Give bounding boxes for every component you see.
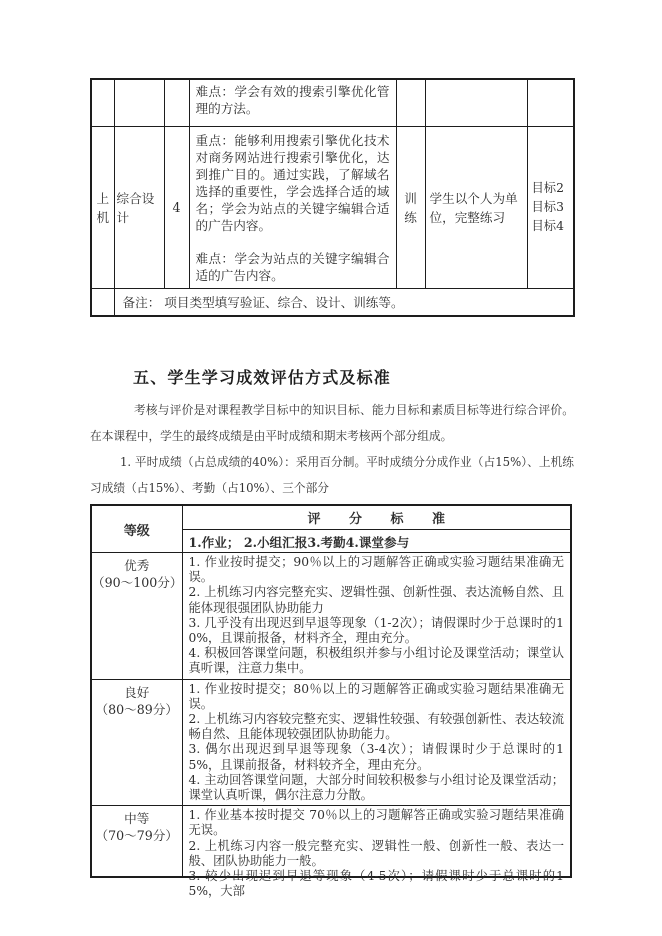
project-type-cell: 训练 [396,127,425,289]
grade-name: 中等 [124,811,150,827]
empty-cell [396,79,425,127]
key-points-text: 重点：能够利用搜索引擎优化技术对商务网站进行搜索引擎优化，达到推广目的。通过实践，了解域名选择的重要性，学会选择合适的域名；学会为站点的关键字编辑合适的广告内容。 [195,133,390,233]
criterion-item: 1. 作业按时提交；90％以上的习题解答正确或实验习题结果准确无误。 [188,555,564,585]
difficulty-cell [189,79,396,127]
criteria-clipped-wrap [188,808,565,899]
section-body [90,397,574,501]
empty-cell [425,79,527,127]
grade-range: （90～100分） [92,575,183,590]
section-heading: 五、学生学习成效评估方式及标准 [133,368,392,387]
criteria-cell [182,679,571,806]
goals-cell [527,127,574,289]
grade-label-cell [91,806,182,878]
criterion-item: 2. 上机练习内容较完整充实、逻辑性较强、有较强创新性、表达较流畅自然、且能体现较强团队协助能力。 [188,712,564,742]
project-name-cell: 综合设计 [114,127,164,289]
criterion-item: 2. 上机练习内容一般完整充实、逻辑性一般、创新性一般、表达一般、团队协助能力一般。 [188,838,564,868]
goal-item: 目标3 [531,200,564,214]
syllabus-continuation-row [91,79,574,127]
note-cell: 备注： 项目类型填写验证、综合、设计、训练等。 [114,289,574,317]
grade-name: 良好 [124,684,150,700]
grade-name: 优秀 [124,558,150,573]
paragraph-regular-grade: 1. 平时成绩（占总成绩的40%）：采用百分制。平时成绩分分成作业（占15%）、上机练习成绩（占15%）、考勤（占10%）、三个部分 [90,455,574,495]
grade-range: （70～79分） [95,828,178,844]
criterion-item: 3. 偶尔出现迟到早退等现象（3-4次）；请假课时少于总课时的15%，且课前报备，材料较齐全，理由充分。 [188,742,564,772]
criteria-title-cell: 评 分 标 准 [182,505,571,530]
grading-header-row [91,505,571,530]
syllabus-table [90,78,575,317]
grade-label-cell [91,679,182,806]
note-row [91,289,574,317]
criterion-item: 4. 主动回答课堂问题，大部分时间较积极参与小组讨论及课堂活动；课堂认真听课，偶尔注意力分散。 [188,772,564,803]
criterion-item: 1. 作业基本按时提交 70％以上的习题解答正确或实验习题结果准确无误。 [188,808,564,838]
criterion-item: 4. 积极回答课堂问题，积极组织并参与小组讨论及课堂活动；课堂认真听课，注意力集中。 [188,646,564,676]
difficulty-text: 难点：学会有效的搜索引擎优化管理的方法。 [195,84,390,116]
syllabus-main-row [91,127,574,289]
empty-cell [527,79,574,127]
grade-range: （80～89分） [95,701,178,717]
grade-row-excellent [91,553,571,680]
goal-item: 目标2 [531,181,564,195]
empty-cell [164,79,189,127]
goal-item: 目标4 [531,219,564,233]
category-cell: 上机 [91,127,114,289]
hours-cell: 4 [164,127,189,289]
grade-row-good [91,679,571,806]
difficulty-text: 难点：学会为站点的关键字编辑合适的广告内容。 [195,251,390,283]
grading-criteria-table [90,504,572,899]
empty-cell [91,79,114,127]
criterion-item: 2. 上机练习内容完整充实、逻辑性强、创新性强、表达流畅自然、且能体现很强团队协助能力 [188,585,564,615]
criteria-items-cell: 1.作业； 2.小组汇报3.考勤4.课堂参与 [182,530,571,553]
criteria-cell [182,806,571,899]
empty-cell [91,289,114,317]
grade-row-average [91,806,571,878]
criterion-item: 1. 作业按时提交；80％以上的习题解答正确或实验习题结果准确无误。 [188,681,564,711]
criterion-item: 3. 几乎没有出现迟到早退等现象（1-2次）；请假课时少于总课时的10%，且课前报备，材料齐全，理由充分。 [188,615,564,646]
criterion-item: 3. 较少出现迟到早退等现象（4-5次）；请假课时少于总课时的15%，大部 [188,869,564,899]
paragraph-evaluation-overview: 考核与评价是对课程教学目标中的知识目标、能力目标和素质目标等进行综合评价。在本课程中，学生的最终成绩是由平时成绩和期末考核两个部分组成。 [90,403,574,443]
organization-cell: 学生以个人为单位，完整练习 [425,127,527,289]
content-cell [189,127,396,289]
criteria-cell [182,553,571,680]
grade-label-cell [91,553,182,680]
empty-cell [114,79,164,127]
grade-header-cell: 等级 [91,505,182,553]
